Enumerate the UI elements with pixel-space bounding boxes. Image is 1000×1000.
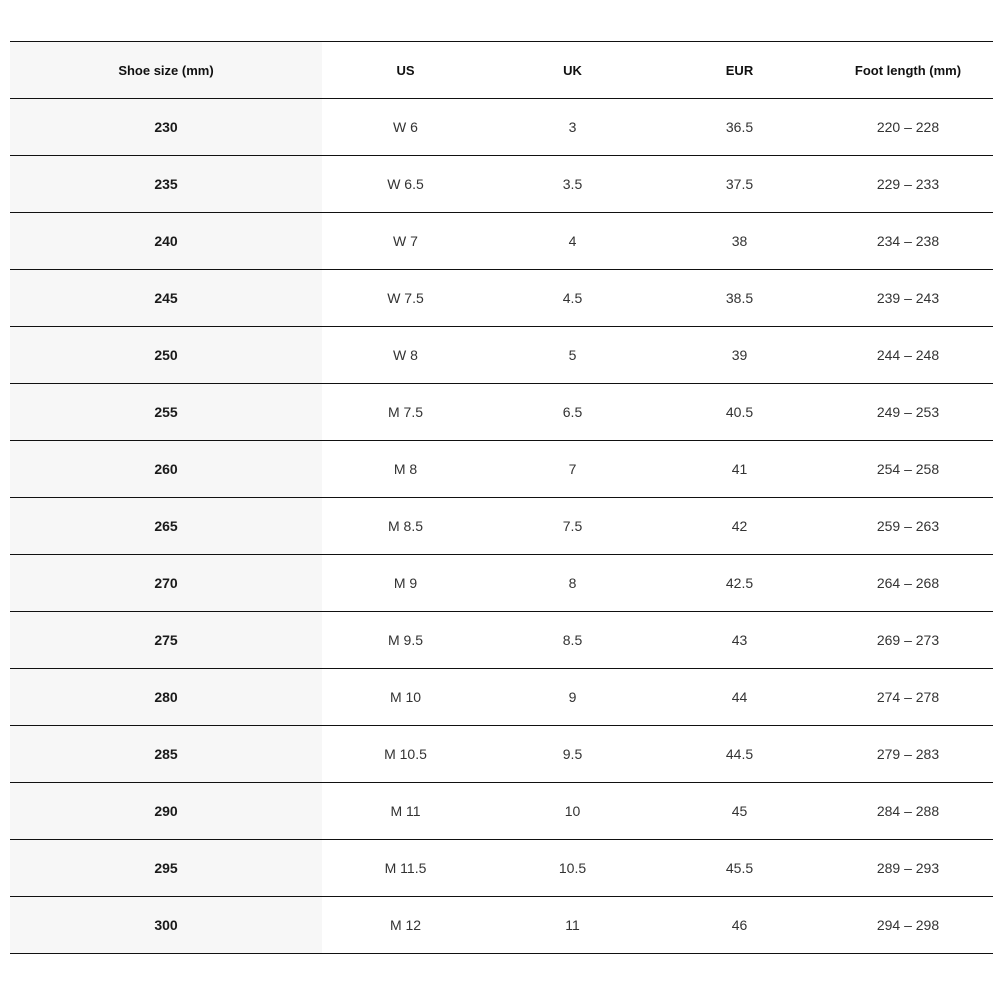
cell-foot-length: 284 – 288 [876, 803, 940, 819]
cell-shoe-size: 265 [10, 498, 322, 555]
cell-us: W 7.5 [387, 290, 424, 306]
table-row [10, 726, 993, 783]
table-body [10, 99, 993, 954]
cell-foot-length: 220 – 228 [876, 119, 940, 135]
table-row [10, 897, 993, 954]
table-row [10, 327, 993, 384]
cell-foot-length: 234 – 238 [876, 233, 940, 249]
cell-us: M 9.5 [387, 632, 423, 648]
cell-uk: 8 [568, 575, 577, 591]
size-chart-table [10, 41, 993, 954]
cell-shoe-size: 280 [10, 669, 322, 726]
cell-uk: 9.5 [562, 746, 583, 762]
cell-shoe-size: 250 [10, 327, 322, 384]
cell-eur: 44.5 [725, 746, 754, 762]
cell-shoe-size: 275 [10, 612, 322, 669]
column-header-foot-length: Foot length (mm) [854, 62, 962, 78]
size-chart [10, 41, 993, 954]
table-row [10, 669, 993, 726]
cell-shoe-size: 240 [10, 213, 322, 270]
table-row [10, 612, 993, 669]
cell-uk: 11 [565, 917, 580, 933]
cell-foot-length: 239 – 243 [876, 290, 940, 306]
cell-foot-length: 229 – 233 [876, 176, 940, 192]
table-row [10, 384, 993, 441]
cell-uk: 10 [564, 803, 581, 819]
table-header [10, 42, 993, 99]
cell-foot-length: 254 – 258 [876, 461, 940, 477]
cell-us: M 9 [393, 575, 418, 591]
cell-shoe-size: 235 [10, 156, 322, 213]
cell-eur: 46 [731, 917, 748, 933]
cell-eur: 43 [731, 632, 748, 648]
cell-eur: 40.5 [725, 404, 754, 420]
cell-uk: 5 [568, 347, 577, 363]
cell-us: M 11 [390, 803, 421, 819]
table-row [10, 441, 993, 498]
cell-shoe-size: 290 [10, 783, 322, 840]
column-header-uk: UK [563, 62, 582, 78]
cell-shoe-size: 295 [10, 840, 322, 897]
table-row [10, 783, 993, 840]
table-row [10, 156, 993, 213]
cell-foot-length: 244 – 248 [876, 347, 940, 363]
cell-uk: 6.5 [562, 404, 583, 420]
cell-eur: 41 [731, 461, 748, 477]
cell-eur: 37.5 [725, 176, 754, 192]
column-header-us: US [396, 62, 415, 78]
header-row [10, 42, 993, 99]
cell-foot-length: 249 – 253 [876, 404, 940, 420]
cell-foot-length: 294 – 298 [876, 917, 940, 933]
cell-uk: 9 [568, 689, 577, 705]
cell-foot-length: 269 – 273 [876, 632, 940, 648]
cell-eur: 45.5 [725, 860, 754, 876]
cell-us: M 8 [393, 461, 418, 477]
cell-us: M 10 [389, 689, 422, 705]
column-header-shoe-size: Shoe size (mm) [10, 42, 322, 99]
cell-shoe-size: 230 [10, 99, 322, 156]
cell-uk: 3 [568, 119, 577, 135]
column-header-eur: EUR [725, 62, 754, 78]
cell-us: W 8 [393, 347, 418, 363]
cell-us: W 6.5 [387, 176, 424, 192]
cell-eur: 42.5 [725, 575, 754, 591]
cell-shoe-size: 255 [10, 384, 322, 441]
cell-uk: 8.5 [562, 632, 583, 648]
cell-eur: 44 [731, 689, 748, 705]
cell-foot-length: 289 – 293 [876, 860, 940, 876]
cell-us: M 12 [389, 917, 422, 933]
cell-us: M 7.5 [387, 404, 423, 420]
cell-foot-length: 264 – 268 [876, 575, 940, 591]
cell-uk: 4 [568, 233, 577, 249]
table-row [10, 99, 993, 156]
table-row [10, 498, 993, 555]
cell-uk: 7 [568, 461, 577, 477]
cell-eur: 42 [731, 518, 748, 534]
cell-eur: 39 [731, 347, 748, 363]
cell-foot-length: 259 – 263 [876, 518, 940, 534]
cell-eur: 38.5 [725, 290, 754, 306]
cell-us: M 10.5 [384, 746, 427, 762]
cell-uk: 4.5 [562, 290, 583, 306]
cell-shoe-size: 245 [10, 270, 322, 327]
cell-shoe-size: 270 [10, 555, 322, 612]
cell-us: W 6 [393, 119, 418, 135]
cell-foot-length: 274 – 278 [876, 689, 940, 705]
cell-foot-length: 279 – 283 [876, 746, 940, 762]
table-row [10, 270, 993, 327]
cell-uk: 10.5 [558, 860, 587, 876]
cell-us: M 8.5 [387, 518, 423, 534]
cell-shoe-size: 285 [10, 726, 322, 783]
cell-shoe-size: 260 [10, 441, 322, 498]
cell-us: M 11.5 [384, 860, 427, 876]
cell-eur: 45 [731, 803, 748, 819]
table-row [10, 840, 993, 897]
cell-eur: 38 [731, 233, 748, 249]
cell-uk: 3.5 [562, 176, 583, 192]
cell-shoe-size: 300 [10, 897, 322, 954]
cell-us: W 7 [393, 233, 418, 249]
table-row [10, 555, 993, 612]
table-row [10, 213, 993, 270]
cell-eur: 36.5 [725, 119, 754, 135]
cell-uk: 7.5 [562, 518, 583, 534]
